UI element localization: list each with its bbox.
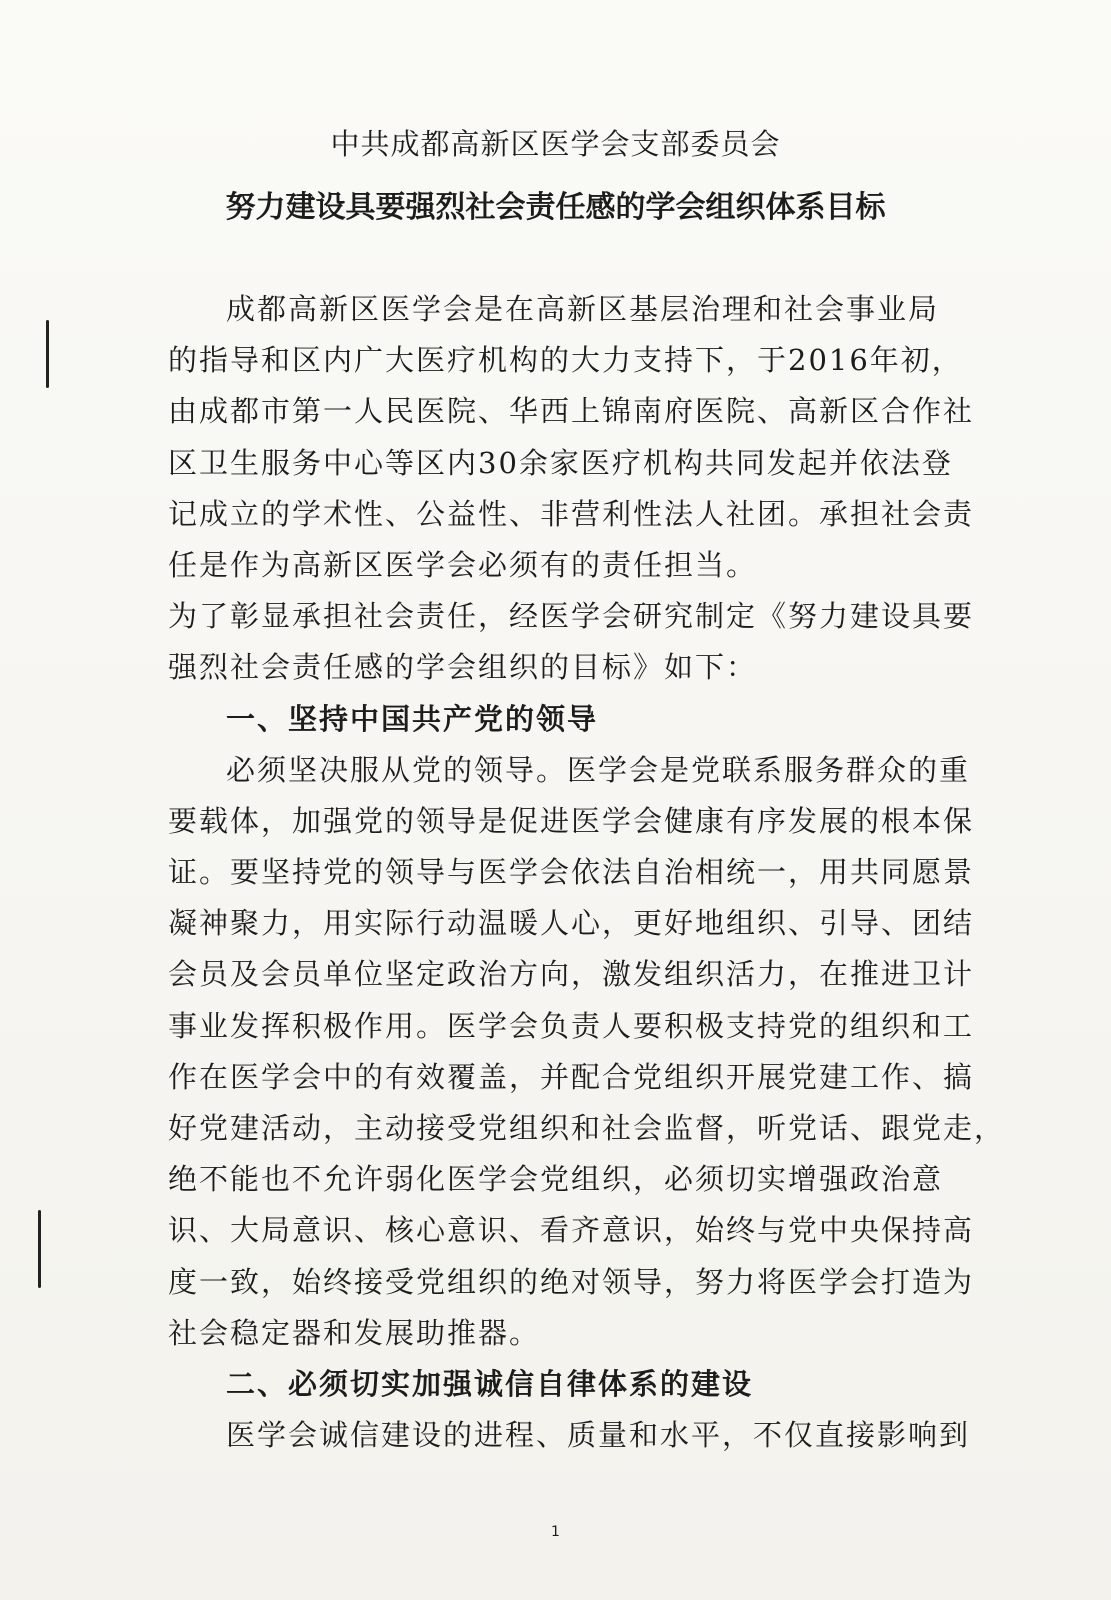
body-text-line: 社会稳定器和发展助推器。 (168, 1315, 541, 1350)
body-text-line: 凝神聚力，用实际行动温暖人心，更好地组织、引导、团结 (168, 906, 975, 941)
binding-mark (38, 1210, 41, 1288)
binding-mark (46, 320, 49, 388)
body-text-line: 区卫生服务中心等区内30余家医疗机构共同发起并依法登 (168, 445, 953, 480)
body-text-line: 医学会诚信建设的进程、质量和水平，不仅直接影响到 (226, 1418, 971, 1453)
body-text-line: 证。要坚持党的领导与医学会依法自治相统一，用共同愿景 (168, 855, 975, 890)
body-text-line: 绝不能也不允许弱化医学会党组织，必须切实增强政治意 (168, 1162, 944, 1197)
body-text-line: 记成立的学术性、公益性、非营利性法人社团。承担社会责 (168, 496, 975, 531)
body-text-line: 的指导和区内广大医疗机构的大力支持下，于2016年初， (168, 343, 963, 378)
page-number: 1 (551, 1524, 560, 1540)
body-text-line: 会员及会员单位坚定政治方向，激发组织活力，在推进卫计 (168, 957, 975, 992)
body-text-line: 为了彰显承担社会责任，经医学会研究制定《努力建设具要 (168, 599, 975, 634)
body-text-line: 由成都市第一人民医院、华西上锦南府医院、高新区合作社 (168, 394, 975, 429)
section-heading: 二、必须切实加强诚信自律体系的建设 (226, 1366, 754, 1401)
body-text-line: 事业发挥积极作用。医学会负责人要积极支持党的组织和工 (168, 1008, 975, 1043)
body-text-line: 识、大局意识、核心意识、看齐意识，始终与党中央保持高 (168, 1213, 975, 1248)
body-text-line: 任是作为高新区医学会必须有的责任担当。 (168, 547, 758, 582)
document-body (168, 284, 1006, 1461)
body-text-line: 必须坚决服从党的领导。医学会是党联系服务群众的重 (226, 752, 971, 787)
body-text-line: 度一致，始终接受党组织的绝对领导，努力将医学会打造为 (168, 1264, 975, 1299)
body-text-line: 好党建活动，主动接受党组织和社会监督，听党话、跟党走， (168, 1111, 1006, 1145)
document-title: 努力建设具要强烈社会责任感的学会组织体系目标 (225, 190, 886, 225)
body-text-line: 要载体，加强党的领导是促进医学会健康有序发展的根本保 (168, 803, 975, 838)
body-text-line: 强烈社会责任感的学会组织的目标》如下： (168, 650, 758, 685)
body-text-line: 作在医学会中的有效覆盖，并配合党组织开展党建工作、搞 (168, 1059, 975, 1094)
section-heading: 一、坚持中国共产党的领导 (226, 701, 599, 736)
organization-title: 中共成都高新区医学会支部委员会 (330, 127, 781, 161)
body-text-line: 成都高新区医学会是在高新区基层治理和社会事业局 (226, 292, 940, 326)
